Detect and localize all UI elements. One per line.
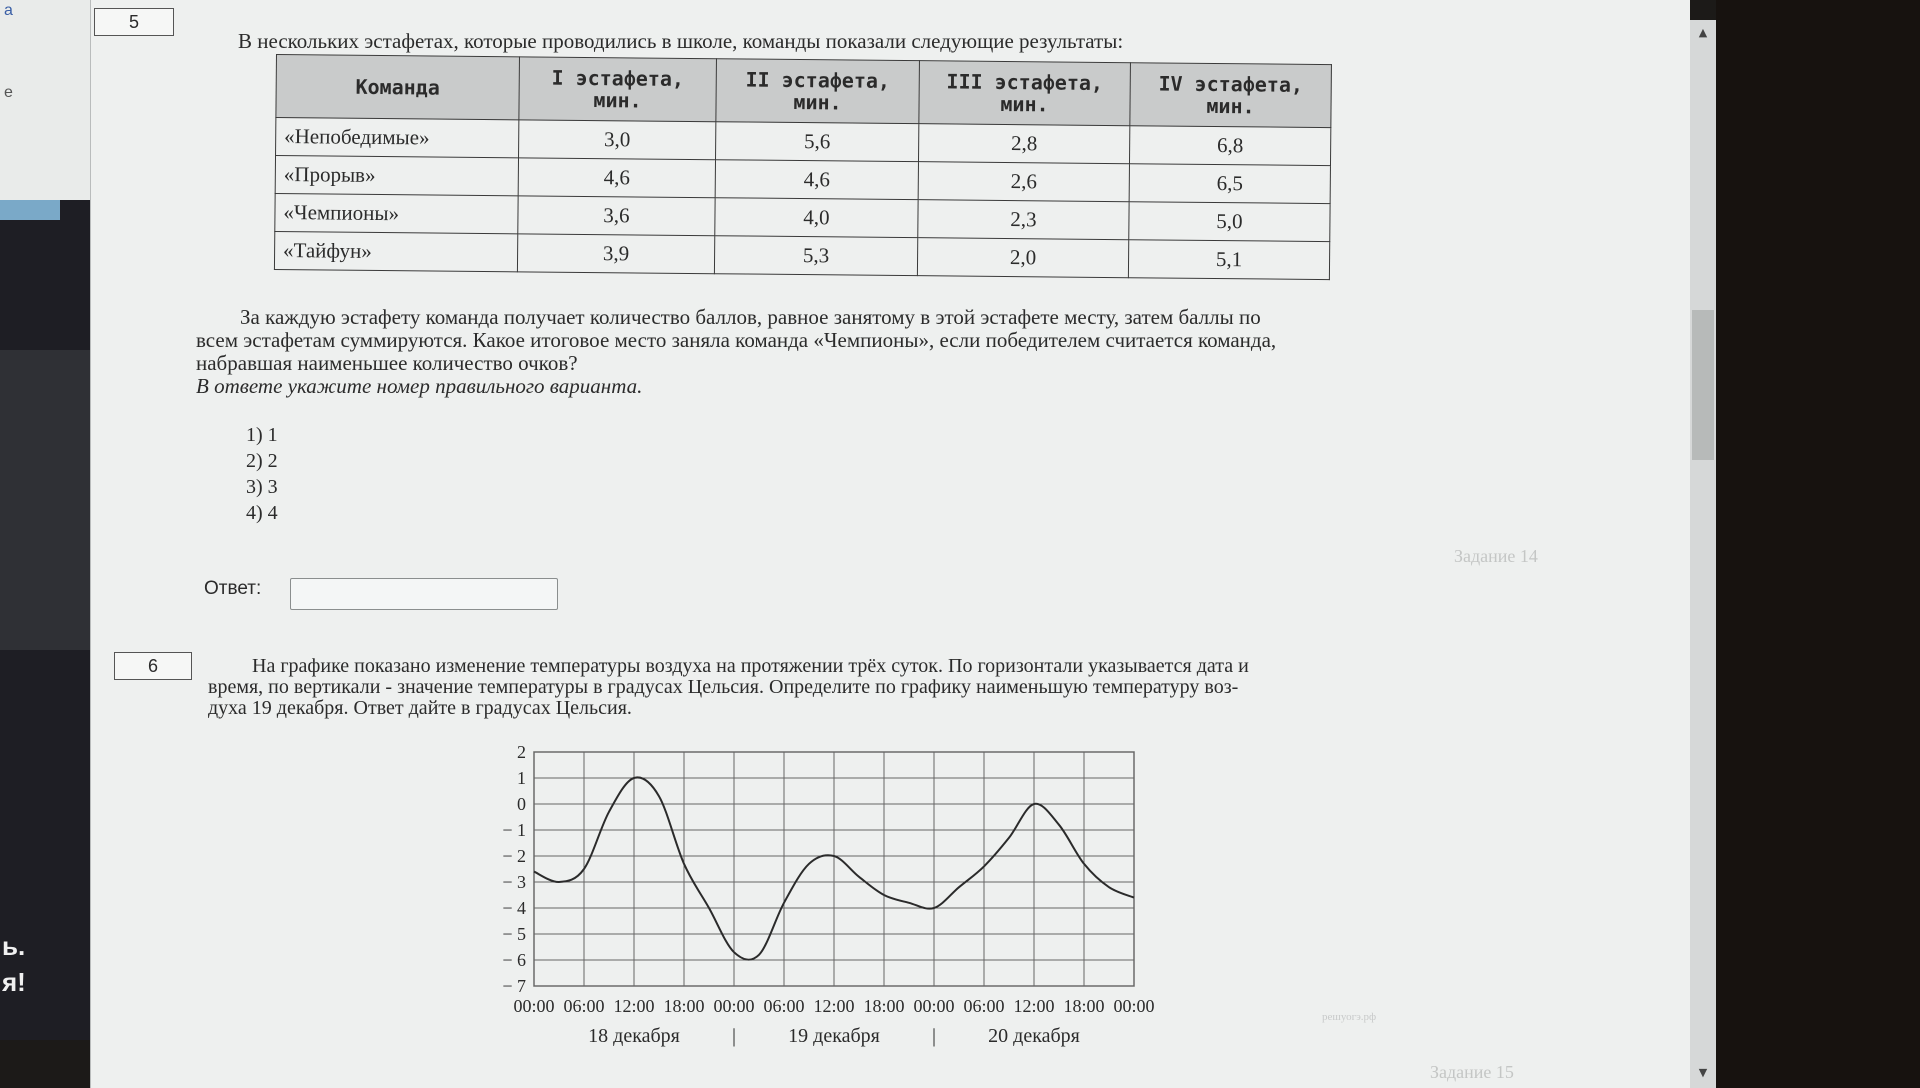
x-tick-label: 18:00 xyxy=(863,996,905,1016)
ad-promo-text: ь. я! xyxy=(2,931,26,997)
page-divider xyxy=(90,0,91,1088)
answer-option: 2) 2 xyxy=(246,450,278,472)
table-cell: 4,6 xyxy=(715,160,918,200)
temperature-line-chart xyxy=(502,740,1410,1050)
x-tick-label: 12:00 xyxy=(1013,996,1055,1016)
y-tick-label: − 1 xyxy=(502,820,526,840)
relay-results-table xyxy=(274,54,1332,280)
table-cell: 3,9 xyxy=(517,234,714,274)
column-header: I эстафета, мин. xyxy=(519,57,717,122)
scroll-up-icon[interactable]: ▲ xyxy=(1698,26,1708,39)
y-tick-label: 1 xyxy=(517,768,526,788)
answer-option: 1) 1 xyxy=(246,424,278,446)
y-tick-label: − 4 xyxy=(502,898,526,918)
y-tick-label: − 6 xyxy=(502,950,526,970)
task-question: За каждую эстафету команда получает количество баллов, равное занятому в этой эстафете месту, затем баллы по всем эстафетам суммируются. Какое итоговое место заняла команда «Чемпионы», если победителем считается команда, набравшая наименьшее количество очков? В ответе укажите номер правильного варианта. xyxy=(196,306,1680,398)
scroll-down-icon[interactable]: ▼ xyxy=(1698,1066,1708,1079)
x-tick-label: 06:00 xyxy=(963,996,1005,1016)
column-header: Команда xyxy=(276,55,520,120)
table-cell: 3,6 xyxy=(518,196,715,236)
day-separator: | xyxy=(931,1025,937,1047)
table-cell: 5,6 xyxy=(716,122,919,162)
task-number-box: 5 xyxy=(94,8,174,36)
y-tick-label: − 7 xyxy=(502,976,526,996)
table-cell: «Тайфун» xyxy=(274,231,517,271)
answer-option: 3) 3 xyxy=(246,476,278,498)
column-header: IV эстафета, мин. xyxy=(1130,63,1332,128)
table-cell: 6,8 xyxy=(1129,126,1330,166)
table-cell: 2,6 xyxy=(918,162,1129,202)
task-instruction: В ответе укажите номер правильного варианта. xyxy=(196,374,643,398)
y-axis-labels xyxy=(502,742,526,996)
watermark: решуогэ.рф xyxy=(1322,1011,1377,1023)
x-tick-label: 00:00 xyxy=(1113,996,1155,1016)
table-cell: 4,0 xyxy=(715,198,918,238)
ad-image xyxy=(0,350,90,650)
answer-option: 4) 4 xyxy=(246,502,278,524)
task-question: На графике показано изменение температуры воздуха на протяжении трёх суток. По горизонтали указывается дата и время, по вертикали - значение температуры в градусах Цельсия. Определите по графику наименьшую температуру воз- духа 19 декабря. Ответ дайте в градусах Цельсия. xyxy=(208,655,1249,719)
x-tick-label: 00:00 xyxy=(713,996,755,1016)
table-cell: 6,5 xyxy=(1129,164,1330,204)
vertical-scrollbar[interactable] xyxy=(1690,20,1716,1088)
answer-label: Ответ: xyxy=(204,578,262,599)
table-cell: 4,6 xyxy=(518,158,715,198)
edge-text: е xyxy=(4,84,13,101)
monitor-bezel xyxy=(1716,0,1920,1088)
day-label: 19 декабря xyxy=(788,1025,880,1047)
task-intro: В нескольких эстафетах, которые проводились в школе, команды показали следующие результаты: xyxy=(238,29,1124,53)
table-cell: «Прорыв» xyxy=(275,156,518,196)
table-cell: 2,8 xyxy=(918,124,1129,164)
x-tick-label: 12:00 xyxy=(613,996,655,1016)
table-cell: 2,0 xyxy=(917,238,1128,278)
ad-close-icon[interactable] xyxy=(0,200,60,220)
y-tick-label: 0 xyxy=(517,794,526,814)
y-tick-label: 2 xyxy=(517,742,526,762)
table-header-row xyxy=(276,55,1332,128)
table-cell: 2,3 xyxy=(918,200,1129,240)
table-cell: «Непобедимые» xyxy=(276,118,519,158)
table-cell: 5,0 xyxy=(1129,202,1330,242)
y-tick-label: − 2 xyxy=(502,846,526,866)
task-reference: Задание 14 xyxy=(1454,546,1538,566)
x-axis-labels xyxy=(513,996,1154,1016)
task-reference: Задание 15 xyxy=(1430,1062,1514,1082)
scrollbar-thumb[interactable] xyxy=(1692,310,1714,460)
x-tick-label: 12:00 xyxy=(813,996,855,1016)
table-cell: «Чемпионы» xyxy=(275,193,518,233)
day-separator: | xyxy=(731,1025,737,1047)
day-label: 18 декабря xyxy=(588,1025,680,1047)
y-tick-label: − 3 xyxy=(502,872,526,892)
day-label: 20 декабря xyxy=(988,1025,1080,1047)
day-labels xyxy=(588,1025,1080,1047)
side-advertisement[interactable] xyxy=(0,200,90,1040)
x-tick-label: 18:00 xyxy=(663,996,705,1016)
edge-text: а xyxy=(4,2,13,19)
column-header: III эстафета, мин. xyxy=(919,61,1131,126)
task-number-box: 6 xyxy=(114,652,192,680)
x-tick-label: 06:00 xyxy=(763,996,805,1016)
adjacent-window-panel xyxy=(0,0,90,1040)
table-cell: 3,0 xyxy=(519,120,716,160)
y-tick-label: − 5 xyxy=(502,924,526,944)
answer-input[interactable] xyxy=(290,578,558,610)
x-tick-label: 00:00 xyxy=(513,996,555,1016)
table-cell: 5,3 xyxy=(714,236,917,276)
column-header: II эстафета, мин. xyxy=(716,59,920,124)
x-tick-label: 00:00 xyxy=(913,996,955,1016)
table-cell: 5,1 xyxy=(1128,240,1329,280)
document-page xyxy=(90,0,1690,1088)
x-tick-label: 06:00 xyxy=(563,996,605,1016)
x-tick-label: 18:00 xyxy=(1063,996,1105,1016)
